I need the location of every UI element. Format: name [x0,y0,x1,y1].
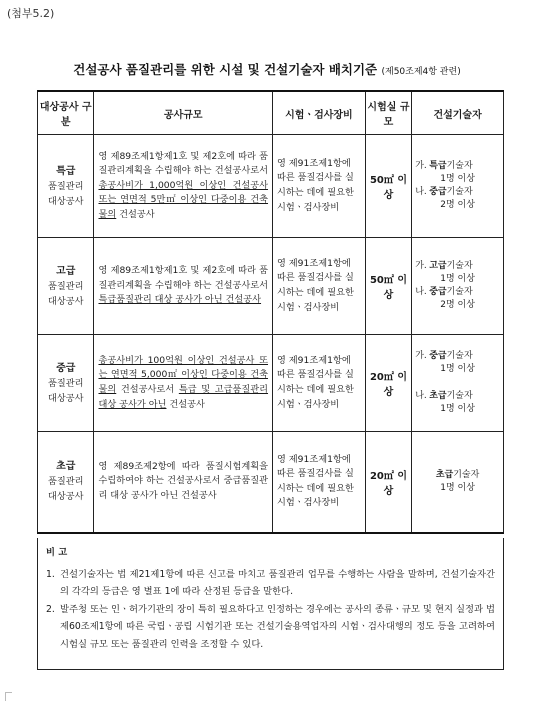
scale-cell [94,335,273,432]
eng-suffix: 기술자 [446,161,473,171]
room-cell: 20㎡ 이상 [365,335,411,432]
eng-grade: 특급 [429,161,447,171]
eng-suffix: 기술자 [446,287,473,297]
table-row [38,432,504,533]
notes-box [37,538,504,670]
scale-text: 영 제89조제1항제1호 및 제2호에 따라 품질관리계획을 수립해야 하는 건설공사로서 [98,265,269,291]
eng-label: 나. [415,287,427,297]
grade-label: 중급 [56,362,76,374]
scale-underlined: 총공사비가 1,000억원 이상인 건설공사 또는 연면적 5만㎡ 이상인 다중이용 건축물의 [98,179,269,220]
eng-label: 나. [415,187,427,197]
eng-label: 가. [415,261,427,271]
scale-tail: 건설공사로서 [116,384,179,395]
equip-cell: 영 제91조제1항에 따른 품질검사를 실시하는 데에 필요한 시험ㆍ검사장비 [273,238,366,335]
eng-count: 1명 이상 [440,174,475,184]
grade-cell [38,335,94,432]
header-engineer: 건설기술자 [412,91,504,135]
notes-heading: 비 고 [46,547,68,558]
scale-cell [94,238,273,335]
eng-count: 1명 이상 [440,274,475,284]
eng-grade: 중급 [429,351,447,361]
room-cell: 50㎡ 이상 [365,135,411,238]
grade-label: 초급 [56,461,76,473]
room-cell: 20㎡ 이상 [365,432,411,533]
note-number: 1. [46,568,55,580]
grade-cell [38,432,94,533]
room-cell: 50㎡ 이상 [365,238,411,335]
eng-suffix: 기술자 [446,391,473,401]
eng-suffix: 기술자 [453,469,480,480]
grade-sub2: 대상공사 [47,195,84,207]
note-text: 발주청 또는 인ㆍ허가기관의 장이 특히 필요하다고 인정하는 경우에는 공사의 종류ㆍ규모 및 현지 실정과 법 제60조제1항에 따른 국립ㆍ공립 시험기관 또는 건설기술용역업자의 시험ㆍ검사대행의 정도 등을 고려하여 시험실 규모 또는 품질관리 인력을 조정할 수 있다. [60,603,495,650]
grade-sub1: 품질관리 [47,377,84,389]
header-room: 시험실 규모 [365,91,411,135]
equip-cell: 영 제91조제1항에 따른 품질검사를 실시하는 데에 필요한 시험ㆍ검사장비 [273,432,366,533]
note-number: 2. [46,603,55,615]
equip-cell: 영 제91조제1항에 따른 품질검사를 실시하는 데에 필요한 시험ㆍ검사장비 [273,135,366,238]
header-grade: 대상공사 구분 [38,91,94,135]
engineer-cell [412,432,504,533]
eng-grade: 초급 [435,469,454,480]
scale-underlined: 특급품질관리 대상 공사가 아닌 건설공사 [98,294,262,306]
eng-count: 1명 이상 [440,364,475,374]
grade-label: 고급 [56,265,76,277]
eng-suffix: 기술자 [446,351,473,361]
scale-tail: 건설공사 [166,398,205,410]
eng-label: 나. [415,391,427,401]
title-note: (제50조제4항 관련) [381,67,461,77]
grade-label: 특급 [56,165,76,177]
engineer-cell [412,238,504,335]
note-item [46,601,495,654]
grade-sub1: 품질관리 [47,180,84,192]
grade-cell [38,238,94,335]
eng-grade: 중급 [429,287,447,297]
header-scale: 공사규모 [94,91,273,135]
eng-grade: 중급 [429,187,447,197]
engineer-cell [412,335,504,432]
scale-cell [94,135,273,238]
scale-underlined: 특급 및 고급품질관리 대상 공사가 아닌 [98,384,269,410]
eng-count: 2명 이상 [440,200,475,210]
header-equip: 시험ㆍ검사장비 [273,91,366,135]
scale-tail: 건설공사 [116,208,155,220]
table-header-row [38,91,504,135]
eng-count: 1명 이상 [440,482,475,493]
eng-count: 2명 이상 [440,300,475,310]
eng-suffix: 기술자 [446,261,473,271]
grade-sub1: 품질관리 [47,280,84,292]
grade-sub2: 대상공사 [47,295,84,307]
scale-underlined: 총공사비가 100억원 이상인 건설공사 또는 연면적 5,000㎡ 이상인 다중이용 건축물의 [98,354,269,395]
eng-label: 가. [415,351,427,361]
eng-count: 1명 이상 [440,404,475,414]
page-corner-mark [5,692,12,701]
grade-sub2: 대상공사 [47,491,84,503]
note-item [46,566,495,601]
eng-grade: 고급 [429,261,447,271]
eng-label: 가. [415,161,427,171]
table-row [38,335,504,432]
title-text: 건설공사 품질관리를 위한 시설 및 건설기술자 배치기준 [73,62,378,77]
table-row [38,238,504,335]
grade-cell [38,135,94,238]
eng-suffix: 기술자 [446,187,473,197]
document-title [0,60,534,78]
table-row [38,135,504,238]
scale-cell: 영 제89조제2항에 따라 품질시험계획을 수립하여야 하는 건설공사로서 중급품질관리 대상 공사가 아닌 건설공사 [94,432,273,533]
staffing-table [37,90,504,534]
grade-sub1: 품질관리 [47,476,84,488]
attachment-label: (첨부5.2) [7,7,55,20]
scale-text: 영 제89조제1항제1호 및 제2호에 따라 품질관리계획을 수립해야 하는 건설공사로서 [98,150,269,177]
engineer-cell [412,135,504,238]
eng-grade: 초급 [429,391,447,401]
note-text: 건설기술자는 법 제21제1항에 따른 신고를 마치고 품질관리 업무를 수행하는 사람을 말하며, 건설기술자간의 각각의 등급은 영 별표 1에 따라 산정된 등급을 말한다. [60,568,495,597]
equip-cell: 영 제91조제1항에 따른 품질검사를 실시하는 데에 필요한 시험ㆍ검사장비 [273,335,366,432]
grade-sub2: 대상공사 [47,392,84,404]
